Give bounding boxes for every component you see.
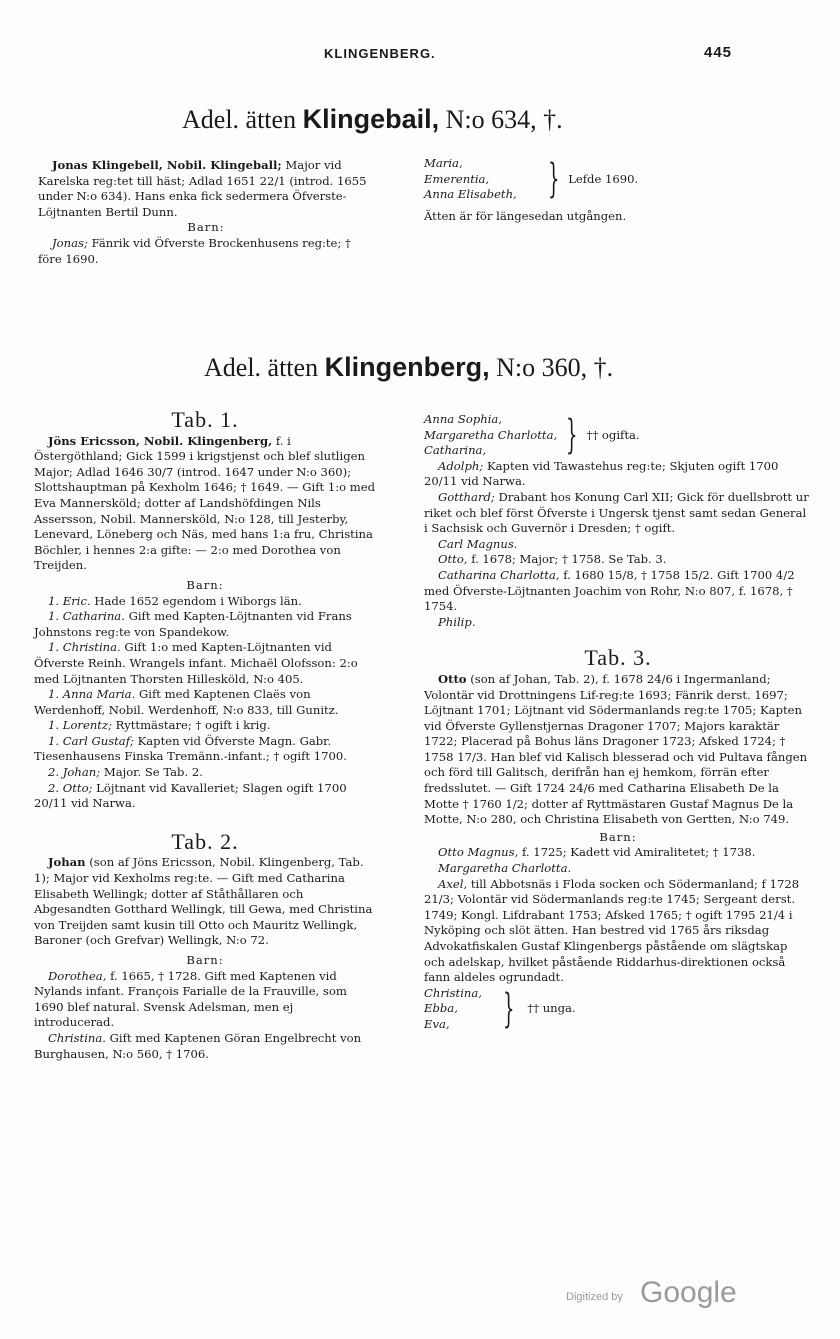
brace-icon: }	[547, 156, 560, 203]
page-number: 445	[704, 44, 733, 61]
list-item: Catharina Charlotta, f. 1680 15/8, † 1758 15/2. Gift 1700 4/2 med Öfverste-Löjtnanten Joachim von Rohr, N:o 807, f. 1678, † 1754.	[424, 567, 795, 614]
left-column: Tab. 1. Jöns Ericsson, Nobil. Klingenberg, f. i Östergöthland; Gick 1599 i krigstjenst och blef slutligen Major; Adlad 1646 30/7 (introd. 1647 under N:o 360); Slottshauptman på Kexholm 1646; † 1649. — Gift 1:o med Eva Mannersköld; dotter af Landshöfdingen Nils Assersson, Nobil. Mannersköld, N:o 128, till Jesterby, Lenevard, Löneberg och Näs, med hans 1:a fru, Christina Böchler, i hennes 2:a gifte: — 2:o med Dorothea von Treijden. Barn: 1. Eric. Hade 1652 egendom i Wiborgs län. 1. Catharina. Gift med Kapten-Löjtnanten vid Frans Johnstons reg:te von Spandekow. 1. Christina. Gift 1:o med Kapten-Löjtnanten vid Öfverste Reinh. Wrangels infant. Michaël Olofsson: 2:o med Löjtnanten Thorsten Hillesköld, N:o 405. 1. Anna Maria. Gift med Kaptenen Claës von Werdenhoff, Nobil. Werdenhoff, N:o 833, till Gunitz. 1. Lorentz; Ryttmästare; † ogift i krig. 1. Carl Gustaf; Kapten vid Öfverste Magn. Gabr. Tiesenhausens Finska Tremänn.-infant.; † ogift 1700. 2. Johan; Major. Se Tab. 2. 2. Otto; Löjtnant vid Kavalleriet; Slagen ogift 1700 20/11 vid Narwa. Tab. 2. Johan (son af Jöns Ericsson, Nobil. Klingenberg, Tab. 1); Major vid Kexholms reg:te. — Gift med Catharina Elisabeth Wellingk; dotter af Ståthållaren och Abgesandten Gotthard Wellingk, till Gewa, med Christina von Treijden samt kusin till Otto och Mauritz Wellingk, Baroner (och Grefvar) Wellingk, N:o 72. Barn: Dorothea, f. 1665, † 1728. Gift med Kaptenen vid Nylands infant. François Farialle de la Frauville, som 1690 blef natural. Svensk Adelsman, men ej introducerad. Christina. Gift med Kaptenen Göran Engelbrecht von Burghausen, N:o 560, † 1706.	[34, 407, 376, 1061]
list-item: Carl Magnus.	[438, 536, 518, 551]
list-item: Margaretha Charlotta.	[438, 861, 572, 876]
running-title: KLINGENBERG.	[324, 46, 436, 61]
section2-title: Adel. ätten Klingenberg, N:o 360, †.	[204, 352, 614, 382]
list-item: 1. Anna Maria. Gift med Kaptenen Claës von Werdenhoff, Nobil. Werdenhoff, N:o 833, till Gunitz.	[34, 687, 339, 717]
list-item: 2. Johan; Major. Se Tab. 2.	[48, 765, 203, 780]
section1-title: Adel. ätten Klingebail, N:o 634, †.	[182, 104, 563, 134]
list-item: Otto Magnus, f. 1725; Kadett vid Amiralitetet; † 1738.	[438, 845, 756, 860]
tab2-heading: Tab. 2.	[171, 828, 239, 854]
list-item: 1. Eric. Hade 1652 egendom i Wiborgs län.	[48, 593, 302, 608]
tab3-heading: Tab. 3.	[584, 645, 652, 671]
brace-icon: }	[566, 412, 578, 459]
list-item: 1. Catharina. Gift med Kapten-Löjtnanten vid Frans Johnstons reg:te von Spandekow.	[34, 609, 352, 639]
section1-right: Maria, Emerentia, Anna Elisabeth, } Lefde 1690. Ätten är för längesedan utgången.	[424, 156, 804, 224]
daughters-brace-group: Anna Sophia, Margaretha Charlotta, Catharina, } †† ogifta.	[424, 412, 640, 459]
list-item: 2. Otto; Löjtnant vid Kavalleriet; Slagen ogift 1700 20/11 vid Narwa.	[34, 780, 347, 811]
list-item: Christina. Gift med Kaptenen Göran Engelbrecht von Burghausen, N:o 560, † 1706.	[34, 1030, 362, 1061]
young-daughters-brace-group: Christina, Ebba, Eva, } †† unga.	[424, 985, 576, 1033]
list-item: Gotthard; Drabant hos Konung Carl XII; Gick för duellsbrott ur riket och blef först Öfverste i Ungersk tjenst samt sedan General i Sachsisk och Guvernör i Dresden; † ogift.	[424, 489, 809, 536]
section1-left: Jonas Klingebell, Nobil. Klingeball; Major vid Karelska reg:tet till häst; Adlad 1651 22/1 (introd. 1655 under N:o 634). Hans enka fick sedermera Öfverste-Löjtnanten Bertil Dunn. Barn: Jonas; Fänrik vid Öfverste Brockenhusens reg:te; † före 1690.	[38, 158, 367, 266]
digitized-label: Digitized by	[566, 1291, 623, 1303]
list-item: Adolph; Kapten vid Tawastehus reg:te; Skjuten ogift 1700 20/11 vid Narwa.	[424, 458, 779, 489]
right-column: Anna Sophia, Margaretha Charlotta, Catharina, } †† ogifta. Adolph; Kapten vid Tawastehus reg:te; Skjuten ogift 1700 20/11 vid Narwa. Gotthard; Drabant hos Konung Carl XII; Gick för duellsbrott ur riket och blef först Öfverste i Ungersk tjenst samt sedan General i Sachsisk och Guvernör i Dresden; † ogift. Carl Magnus. Otto, f. 1678; Major; † 1758. Se Tab. 3. Catharina Charlotta, f. 1680 15/8, † 1758 15/2. Gift 1700 4/2 med Öfverste-Löjtnanten Joachim von Rohr, N:o 807, f. 1678, † 1754. Philip. Tab. 3. Otto (son af Johan, Tab. 2), f. 1678 24/6 i Ingermanland; Volontär vid Drottningens Lif-reg:te 1693; Fänrik derst. 1697; Löjtnant 1701; Löjtnant vid Södermanlands reg:te 1705; Kapten vid Öfverste Gyllenstjernas Dragoner 1707; Majors karaktär 1722; Placerad på Bohus läns Dragoner 1723; Afsked 1724; † 1758 17/3. Han blef vid Kalisch blesserad och vid Pultava fången och förd till Galitsch, derifrån han ej hemkom, förrän efter fredsslutet. — Gift 1724 24/6 med Catharina Elisabeth De la Motte † 1760 1/2; dotter af Ryttmästaren Gustaf Magnus De la Motte, N:o 280, och Christina Elisabeth von Gertten, N:o 749. Barn: Otto Magnus, f. 1725; Kadett vid Amiralitetet; † 1738. Margaretha Charlotta. Axel, till Abbotsnäs i Floda socken och Södermanland; f 1728 21/3; Volontär vid Södermanlands reg:te 1745; Sergeant derst. 1749; Kongl. Lifdrabant 1753; Afsked 1765; † ogift 1795 21/4 i Nyköping och slöt ätten. Han bestred vid 1765 års riksdag Advokatfiskalen Gustaf Klingenbergs påstående om slägtskap och adelskap, hvilket påstående Riddarhus-direktionen också fann aldeles ogrundadt. Christina, Ebba, Eva, } †† unga.	[424, 412, 812, 1033]
brace-icon: }	[502, 986, 515, 1033]
tab1-heading: Tab. 1.	[171, 407, 239, 432]
list-item: Axel, till Abbotsnäs i Floda socken och Södermanland; f 1728 21/3; Volontär vid Södermanlands reg:te 1745; Sergeant derst. 1749; Kongl. Lifdrabant 1753; Afsked 1765; † ogift 1795 21/4 i Nyköping och slöt ätten. Han bestred vid 1765 års riksdag Advokatfiskalen Gustaf Klingenbergs påstående om slägtskap och adelskap, hvilket påstående Riddarhus-direktionen också fann aldeles ogrundadt.	[424, 876, 800, 985]
list-item: Dorothea, f. 1665, † 1728. Gift med Kaptenen vid Nylands infant. François Farialle de la Frauville, som 1690 blef natural. Svensk Adelsman, men ej introducerad.	[34, 968, 347, 1030]
list-item: 1. Christina. Gift 1:o med Kapten-Löjtnanten vid Öfverste Reinh. Wrangels infant. Michaël Olofsson: 2:o med Löjtnanten Thorsten Hillesköld, N:o 405.	[34, 640, 358, 686]
list-item: 1. Carl Gustaf; Kapten vid Öfverste Magn. Gabr. Tiesenhausens Finska Tremänn.-infant.; † ogift 1700.	[34, 733, 347, 764]
list-item: Philip.	[438, 614, 476, 629]
list-item: Otto, f. 1678; Major; † 1758. Se Tab. 3.	[438, 552, 667, 567]
google-logo: Google	[640, 1276, 737, 1309]
list-item: 1. Lorentz; Ryttmästare; † ogift i krig.	[48, 718, 271, 733]
sisters-brace-group: Maria, Emerentia, Anna Elisabeth, } Lefde 1690.	[424, 156, 639, 203]
